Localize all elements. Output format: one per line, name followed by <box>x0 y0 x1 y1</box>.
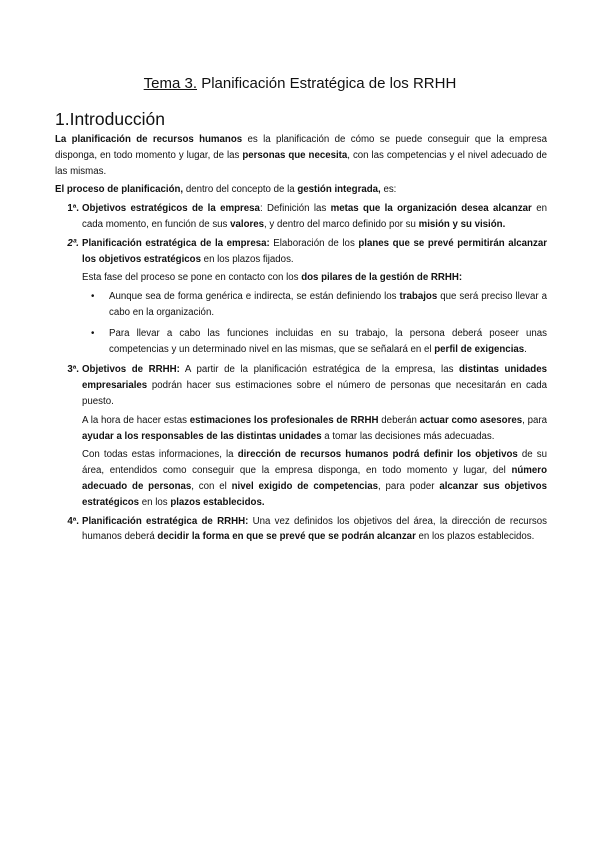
item-3-p2-text-4: a tomar las decisiones más adecuadas. <box>321 430 495 442</box>
list-item-2 <box>55 236 547 268</box>
item-3-p3-text-5: en los <box>139 496 171 508</box>
process-text-1: dentro del concepto de la <box>183 184 298 196</box>
bullet-1-bold-1: trabajos <box>399 291 438 303</box>
item-3-p3-text-1: Con todas estas informaciones, la <box>82 449 238 461</box>
title-topic-number: Tema 3. <box>143 75 198 92</box>
bullet-item-1 <box>55 289 547 321</box>
item-3-p3-bold-3: nivel exigido de competencias <box>231 480 378 492</box>
item-1-number: 1ª. <box>67 203 79 215</box>
bullet-2-text-1: Para llevar a cabo las funciones incluidas en su trabajo, la persona deberá poseer unas competencias y un determinado nivel en las mismas, que se señalará en el <box>109 327 547 355</box>
item-3-text-1: A partir de la planificación estratégica de la empresa, las <box>179 364 460 376</box>
list-item-3 <box>55 362 547 409</box>
item-3-paragraph-3 <box>55 447 547 510</box>
list-item-1 <box>55 201 547 233</box>
bullet-1-text-1: Aunque sea de forma genérica e indirecta, se están definiendo los <box>109 291 400 303</box>
item-3-p3-text-2: de su área, entendidos como conseguir que la empresa disponga, en todo momento y lugar, del <box>82 449 548 477</box>
item-2-text-2: en los plazos fijados. <box>200 253 294 265</box>
item-1-text-3: , y dentro del marco definido por su <box>264 218 419 230</box>
item-4-bold-1: Planificación estratégica de RRHH: <box>82 515 249 527</box>
item-2-p2-bold-1: dos pilares de la gestión de RRHH: <box>301 272 463 284</box>
intro-paragraph <box>55 132 547 179</box>
item-3-p3-text-3: , con el <box>191 480 232 492</box>
intro-bold-2: personas que necesita <box>242 149 348 161</box>
process-text-2: es: <box>380 184 397 196</box>
item-2-paragraph-2 <box>55 270 547 286</box>
item-3-p2-bold-2: actuar como asesores <box>419 414 523 426</box>
bullet-item-2 <box>55 326 547 358</box>
item-1-text-2: en cada momento, en función de sus <box>82 203 547 230</box>
item-1-bold-4: misión y su visión. <box>418 218 506 230</box>
item-3-p3-bold-5: plazos establecidos. <box>170 496 265 508</box>
document-body <box>55 132 547 548</box>
item-3-p2-text-1: A la hora de hacer estas <box>82 414 190 426</box>
intro-text-2: , con las competencias y el nivel adecuado de las mismas. <box>55 149 547 177</box>
intro-bold-1: La planificación de recursos humanos <box>55 134 243 145</box>
item-4-number: 4ª. <box>67 515 79 527</box>
item-3-text-2: podrán hacer sus estimaciones sobre el número de personas que necesitarán en cada puesto. <box>82 380 547 407</box>
item-3-p3-bold-2: número adecuado de personas <box>82 465 547 492</box>
intro-text-1: es la planificación de cómo se puede conseguir que la empresa disponga, en todo momento y lugar, de las <box>55 134 548 161</box>
item-3-p2-text-2: deberán <box>378 414 420 426</box>
item-2-text-1: Elaboración de los <box>269 237 359 249</box>
item-3-p2-bold-3: ayudar a los responsables de las distintas unidades <box>82 430 322 442</box>
bullet-2-bold-1: perfil de exigencias <box>434 343 525 355</box>
list-item-4 <box>55 514 547 546</box>
process-bold-2: gestión integrada, <box>297 184 381 196</box>
item-3-p3-bold-4: alcanzar sus objetivos estratégicos <box>82 480 547 508</box>
item-3-p3-bold-1: dirección de recursos humanos podrá definir los objetivos <box>237 449 518 461</box>
item-1-text-1: : Definición las <box>259 203 331 215</box>
item-1-bold-3: valores <box>230 218 265 230</box>
item-2-bold-2: planes que se prevé permitirán alcanzar los objetivos estratégicos <box>82 237 547 265</box>
item-4-bold-2: decidir la forma en que se prevé que se podrán alcanzar <box>157 531 416 543</box>
bullet-icon: • <box>91 327 95 339</box>
item-2-number: 2ª. <box>67 237 79 249</box>
item-3-paragraph-2 <box>55 413 547 445</box>
process-bold-1: El proceso de planificación, <box>55 184 184 196</box>
item-4-text-1: Una vez definidos los objetivos del área, la dirección de recursos humanos deberá <box>82 515 547 543</box>
item-2-bold-1: Planificación estratégica de la empresa: <box>82 237 270 249</box>
bullet-2-text-2: . <box>524 343 527 355</box>
bullet-1-text-2: que será preciso llevar a cabo en la organización. <box>109 291 548 318</box>
item-4-text-2: en los plazos establecidos. <box>415 531 535 543</box>
item-3-number: 3ª. <box>67 364 79 376</box>
item-3-p2-bold-1: estimaciones los profesionales de RRHH <box>189 414 379 426</box>
title-text: Planificación Estratégica de los RRHH <box>197 75 457 92</box>
process-paragraph <box>55 182 547 198</box>
bullet-icon: • <box>91 291 95 303</box>
item-3-p3-text-4: , para poder <box>378 480 440 492</box>
item-2-p2-text-1: Esta fase del proceso se pone en contacto con los <box>82 272 302 284</box>
section-heading: 1.Introducción <box>55 109 165 129</box>
item-3-p2-text-3: , para <box>522 414 548 426</box>
item-3-bold-2: distintas unidades empresariales <box>82 364 547 392</box>
item-1-bold-1: Objetivos estratégicos de la empresa <box>82 203 260 215</box>
item-3-bold-1: Objetivos de RRHH: <box>82 364 180 376</box>
document-title <box>0 75 600 92</box>
item-1-bold-2: metas que la organización desea alcanzar <box>330 203 532 215</box>
